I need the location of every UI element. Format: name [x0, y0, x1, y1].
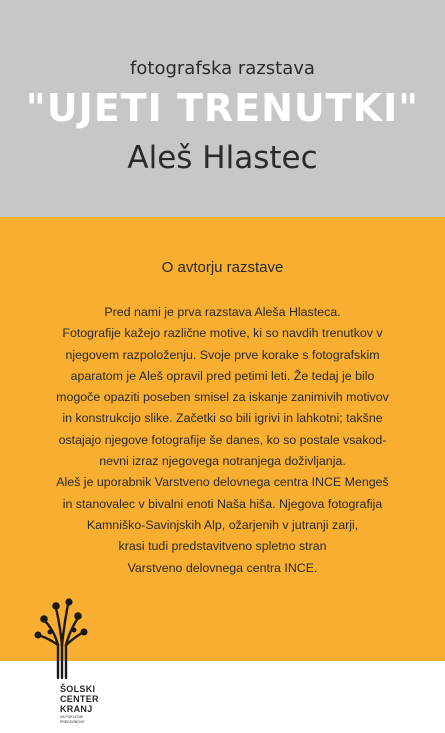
- about-text: [10, 302, 435, 579]
- about-heading: O avtorju razstave: [161, 259, 284, 276]
- school-tree-logo-icon: [30, 590, 90, 680]
- school-name-line: KRANJ: [60, 704, 93, 714]
- about-text-line: mogoče opaziti poseben smisel za iskanje zanimivih motivov: [56, 390, 389, 405]
- school-subtext: ZA POKLICNE: [60, 715, 83, 719]
- about-text-line: in konstrukcijo slike. Začetki so bili igrivi in lahkotni; takšne: [62, 411, 383, 426]
- author-name: Aleš Hlastec: [127, 140, 318, 176]
- about-text-line: Kamniško-Savinjskih Alp, ožarjenih v jutranji zarji,: [86, 517, 359, 532]
- school-name-line: CENTER: [60, 694, 99, 704]
- about-text-line: ostajajo njegove fotografije še danes, ko so postale vsakod-: [58, 432, 387, 447]
- school-name: [60, 684, 120, 724]
- about-text-line: Pred nami je prva razstava Aleša Hlasteca.: [104, 305, 341, 319]
- exhibition-title: "UJETI TRENUTKI": [25, 86, 420, 130]
- about-text-line: Fotografije kažejo različne motive, ki so navdih trenutkov v: [62, 326, 383, 341]
- school-subtext: PREDOSNOVE: [60, 720, 85, 724]
- about-text-line: nevni izraz njegovega notranjega doživljanja.: [99, 454, 346, 469]
- school-name-line: ŠOLSKI: [60, 684, 96, 694]
- about-text-line: Varstveno delovnega centra INCE.: [127, 560, 318, 575]
- about-text-line: in stanovalec v bivalni enoti Naša hiša. Njegova fotografija: [62, 496, 383, 511]
- exhibition-subtitle: fotografska razstava: [130, 58, 315, 79]
- about-text-line: Aleš je uporabnik Varstveno delovnega centra INCE Mengeš: [56, 475, 389, 490]
- about-text-line: aparatom je Aleš opravil pred petimi leti. Že tedaj je bilo: [70, 368, 375, 383]
- about-text-line: krasi tudi predstavitveno spletno stran: [118, 539, 327, 554]
- about-text-line: njegovem razpoloženju. Svoje prve korake s fotografskim: [65, 347, 380, 362]
